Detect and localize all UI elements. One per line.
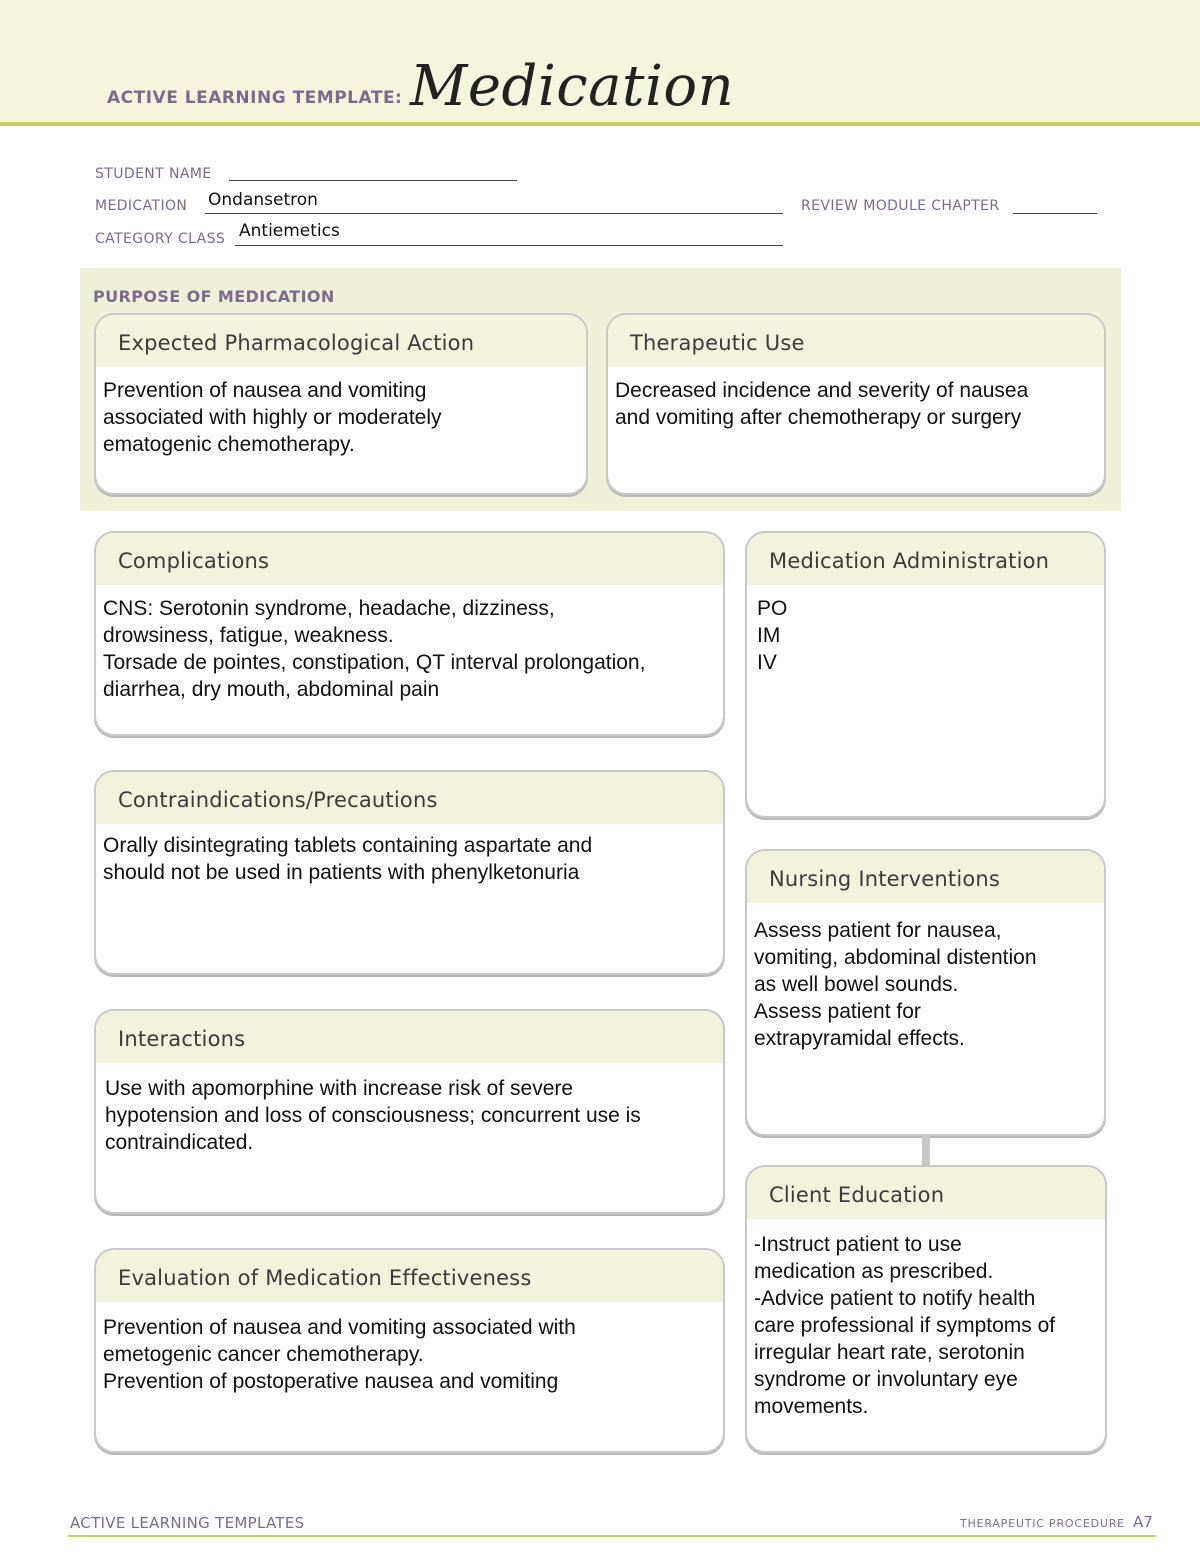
therapeutic-use-body[interactable]: Decreased incidence and severity of nausea and vomiting after chemotherapy or surgery <box>615 379 1029 429</box>
student-name-label: STUDENT NAME <box>95 166 212 182</box>
interactions-heading: Interactions <box>96 1011 723 1063</box>
expected-action-body[interactable]: Prevention of nausea and vomiting associated with highly or moderately ematogenic chemotherapy. <box>103 379 442 456</box>
nursing-interventions-body[interactable]: Assess patient for nausea, vomiting, abdominal distention as well bowel sounds. Assess patient for extrapyramidal effects. <box>754 919 1037 1050</box>
evaluation-body[interactable]: Prevention of nausea and vomiting associated with emetogenic cancer chemotherapy. Prevention of postoperative nausea and vomiting <box>103 1316 576 1393</box>
therapeutic-use-heading: Therapeutic Use <box>608 315 1104 367</box>
medication-administration-card <box>745 531 1106 818</box>
category-class-label: CATEGORY CLASS <box>95 231 226 247</box>
contraindications-body[interactable]: Orally disintegrating tablets containing aspartate and should not be used in patients with phenylketonuria <box>103 834 593 884</box>
evaluation-card <box>94 1248 725 1453</box>
review-module-line <box>1013 213 1097 214</box>
category-class-line <box>235 245 783 246</box>
footer-right-text: THERAPEUTIC PROCEDURE <box>960 1517 1125 1530</box>
medication-administration-heading: Medication Administration <box>747 533 1104 585</box>
nursing-interventions-card <box>745 849 1106 1136</box>
student-name-line <box>229 180 517 181</box>
complications-body[interactable]: CNS: Serotonin syndrome, headache, dizziness, drowsiness, fatigue, weakness. Torsade de pointes, constipation, QT interval prolongation, diarrhea, dry mouth, abdominal pain <box>103 597 646 701</box>
complications-card <box>94 531 725 736</box>
connector <box>922 1135 930 1165</box>
medication-line <box>205 213 783 214</box>
client-education-heading: Client Education <box>747 1167 1105 1219</box>
review-module-label: REVIEW MODULE CHAPTER <box>801 198 1000 214</box>
evaluation-heading: Evaluation of Medication Effectiveness <box>96 1250 723 1302</box>
client-education-body[interactable]: -Instruct patient to use medication as prescribed. -Advice patient to notify health care professional if symptoms of irregular heart rate, serotonin syndrome or involuntary eye movements. <box>754 1233 1056 1418</box>
interactions-card <box>94 1009 725 1214</box>
nursing-interventions-heading: Nursing Interventions <box>747 851 1104 903</box>
footer-left-text: ACTIVE LEARNING TEMPLATES <box>70 1514 305 1532</box>
footer-rule <box>68 1535 1156 1537</box>
category-class-field[interactable]: Antiemetics <box>239 221 340 241</box>
expected-action-heading: Expected Pharmacological Action <box>96 315 586 367</box>
medication-field[interactable]: Ondansetron <box>208 190 318 210</box>
contraindications-card <box>94 770 725 975</box>
page-title: Medication <box>410 54 735 119</box>
complications-heading: Complications <box>96 533 723 585</box>
interactions-body[interactable]: Use with apomorphine with increase risk of severe hypotension and loss of consciousness; concurrent use is contraindicated. <box>105 1077 641 1154</box>
purpose-title: PURPOSE OF MEDICATION <box>93 287 335 306</box>
expected-action-card <box>94 313 588 495</box>
client-education-card <box>745 1165 1107 1453</box>
therapeutic-use-card <box>606 313 1106 495</box>
template-label: ACTIVE LEARNING TEMPLATE: <box>107 88 403 108</box>
medication-administration-body[interactable]: PO IM IV <box>757 597 788 674</box>
contraindications-heading: Contraindications/Precautions <box>96 772 723 824</box>
page-number: A7 <box>1133 1513 1153 1531</box>
medication-label: MEDICATION <box>95 198 188 214</box>
